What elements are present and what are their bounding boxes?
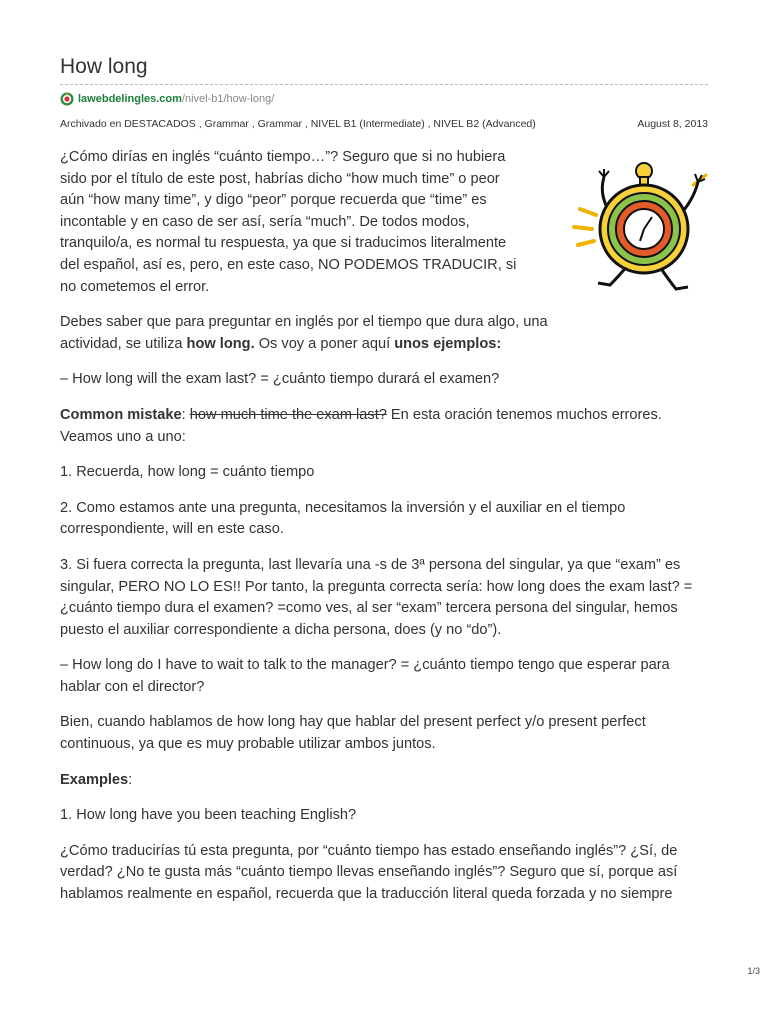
translation-paragraph: ¿Cómo traducirías tú esta pregunta, por “cuánto tiempo has estado enseñando inglés”? ¿Sí, de verdad? ¿No te gusta más “cuánto tiempo llevas enseñando inglés”? Seguro que sí, porque así hablamos realmente en español, recuerda que la traducción literal queda forzada y no siempre <box>60 842 678 903</box>
post-meta <box>60 118 708 130</box>
how-long-paragraph <box>60 312 580 355</box>
point-1: 1. Recuerda, how long = cuánto tiempo <box>60 464 315 481</box>
example-manager: – How long do I have to wait to talk to the manager? = ¿cuánto tiempo tengo que esperar para hablar con el director? <box>60 657 670 695</box>
how-long-bold: how long. <box>186 335 255 352</box>
point-3: 3. Si fuera correcta la pregunta, last llevaría una -s de 3ª persona del singular, ya que “exam” es singular, PERO NO LO ES!! Por tanto, la pregunta correcta sería: how long does the exam last? = ¿cuánto tiempo dura el examen? =como ves, al ser “exam” tercera persona del singular, hemos puesto el auxiliar correspondiente a dicha persona, does (y no “do”). <box>60 556 693 638</box>
how-long-text-a: Debes saber que para preguntar en inglés por el tiempo que dura algo, una actividad, se utiliza <box>60 314 548 352</box>
site-favicon-icon <box>60 92 74 106</box>
title-divider <box>60 84 708 85</box>
examples-colon: : <box>128 771 133 788</box>
wrong-sentence: how much time the exam last? <box>189 406 387 423</box>
examples-intro-bold: unos ejemplos: <box>394 335 502 352</box>
page-number: 1/3 <box>747 966 760 976</box>
examples-heading <box>60 770 708 792</box>
common-mistake-label: Common mistake <box>60 406 182 423</box>
point-2: 2. Como estamos ante una pregunta, necesitamos la inversión y el auxiliar en el tiempo correspondiente, will en este caso. <box>60 499 626 538</box>
example-exam: – How long will the exam last? = ¿cuánto tiempo durará el examen? <box>60 371 500 388</box>
source-path: /nivel-b1/how-long/ <box>181 93 275 105</box>
archive-categories[interactable]: Archivado en DESTACADOS , Grammar , Grammar , NIVEL B1 (Intermediate) , NIVEL B2 (Advanced) <box>60 118 536 130</box>
source-domain: lawebdelingles.com <box>78 93 182 105</box>
page-title: How long <box>60 55 148 78</box>
intro-paragraph: ¿Cómo dirías en inglés “cuánto tiempo…”? Seguro que si no hubiera sido por el título de este post, habrías dicho “how much time” o peor aún “how many time”, y digo “peor” porque recuerda que “time” es incontable y en caso de ser así, sería “much”. De todos modos, tranquilo/a, es normal tu respuesta, ya que si traducimos literalmente del español, así es, pero, en este caso, NO PODEMOS TRADUCIR, si no cometemos el error. <box>60 149 517 295</box>
running-clock-illustration <box>568 157 718 307</box>
common-mistake-colon: : <box>181 406 190 423</box>
how-long-text-c: Os voy a poner aquí <box>254 335 395 352</box>
common-mistake-paragraph <box>60 405 708 448</box>
example-teaching: 1. How long have you been teaching English? <box>60 807 357 824</box>
present-perfect-paragraph: Bien, cuando hablamos de how long hay que hablar del present perfect y/o present perfect continuous, ya que es muy probable utilizar ambos juntos. <box>60 714 646 753</box>
examples-label: Examples <box>60 771 129 788</box>
common-mistake-text: En esta oración tenemos muchos errores. Veamos uno a uno: <box>60 406 662 445</box>
source-link[interactable] <box>60 92 274 106</box>
article-body <box>60 147 708 920</box>
post-date: August 8, 2013 <box>637 118 708 130</box>
